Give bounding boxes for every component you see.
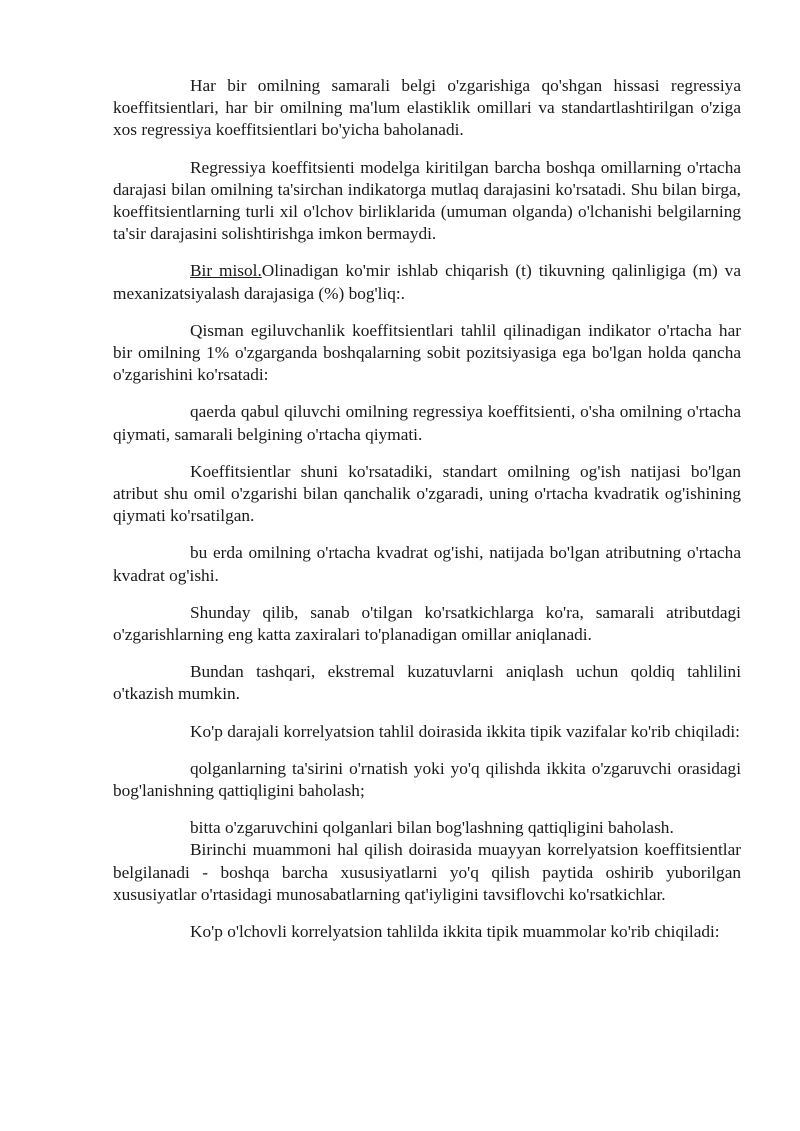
paragraph-11	[113, 758, 741, 802]
paragraph-7	[113, 542, 741, 586]
paragraph-12-text: bitta o'zgaruvchini qolganlari bilan bog'lashning qattiqligini baholash.	[190, 818, 674, 838]
paragraph-1	[113, 75, 741, 142]
paragraph-14	[113, 921, 741, 943]
paragraph-4-text: Qisman egiluvchanlik koeffitsientlari tahlil qilinadigan indikator o'rtacha har bir omilning 1% o'zgarganda boshqalarning sobit pozitsiyasiga ega bo'lgan holda qancha o'zgarishini ko'rsatadi:	[113, 320, 741, 385]
paragraph-9	[113, 661, 741, 705]
paragraph-13	[113, 839, 741, 906]
paragraph-5	[113, 401, 741, 445]
paragraph-7-text: bu erda omilning o'rtacha kvadrat og'ishi, natijada bo'lgan atributning o'rtacha kvadrat og'ishi.	[113, 543, 741, 585]
paragraph-12	[113, 817, 741, 839]
paragraph-8-text: Shunday qilib, sanab o'tilgan ko'rsatkichlarga ko'ra, samarali atributdagi o'zgarishlarning eng katta zaxiralari to'planadigan omillar aniqlanadi.	[113, 602, 741, 645]
example-lead: Bir misol.	[190, 261, 262, 281]
paragraph-1-text: Har bir omilning samarali belgi o'zgarishiga qo'shgan hissasi regressiya koeffitsientlari, har bir omilning ma'lum elastiklik omillari va standartlashtirilgan o'ziga xos regressiya koeffitsientlari bo'yicha baholanadi.	[113, 76, 741, 140]
paragraph-10	[113, 721, 741, 743]
paragraph-9-text: Bundan tashqari, ekstremal kuzatuvlarni aniqlash uchun qoldiq tahlilini o'tkazish mumkin.	[113, 662, 741, 704]
paragraph-6-text: Koeffitsientlar shuni ko'rsatadiki, standart omilning og'ish natijasi bo'lgan atribut shu omil o'zgarishi bilan qanchalik o'zgaradi, uning o'rtacha kvadratik og'ishining qiymati ko'rsatilgan.	[113, 461, 741, 526]
paragraph-11-text: qolganlarning ta'sirini o'rnatish yoki yo'q qilishda ikkita o'zgaruvchi orasidagi bog'lanishning qattiqligini baholash;	[113, 758, 741, 801]
paragraph-13-text: Birinchi muammoni hal qilish doirasida muayyan korrelyatsion koeffitsientlar belgilanadi - boshqa barcha xususiyatlarni yo'q qilish paytida oshirib yuborilgan xususiyatlar o'rtasidagi munosabatlarning qat'iyligini tavsiflovchi ko'rsatkichlar.	[113, 840, 741, 904]
paragraph-14-text: Ko'p o'lchovli korrelyatsion tahlilda ikkita tipik muammolar ko'rib chiqiladi:	[190, 922, 720, 942]
paragraph-2	[113, 157, 741, 246]
paragraph-6	[113, 461, 741, 528]
paragraph-10-text: Ko'p darajali korrelyatsion tahlil doirasida ikkita tipik vazifalar ko'rib chiqiladi:	[190, 721, 740, 741]
paragraph-2-text: Regressiya koeffitsienti modelga kiritilgan barcha boshqa omillarning o'rtacha darajasi bilan omilning ta'sirchan indikatorga mutlaq darajasini ko'rsatadi. Shu bilan birga, koeffitsientlarning turli xil o'lchov birliklarida (umuman olganda) o'lchanishi belgilarning ta'sir darajasini solishtirishga imkon bermaydi.	[113, 157, 741, 244]
paragraph-5-text: qaerda qabul qiluvchi omilning regressiya koeffitsienti, o'sha omilning o'rtacha qiymati, samarali belgining o'rtacha qiymati.	[113, 402, 741, 444]
paragraph-3	[113, 260, 741, 304]
document-page	[113, 75, 741, 958]
paragraph-8	[113, 602, 741, 646]
paragraph-3-text: Olinadigan ko'mir ishlab chiqarish (t) tikuvning qalinligiga (m) va mexanizatsiyalash darajasiga (%) bog'liq:.	[113, 261, 741, 303]
paragraph-4	[113, 320, 741, 387]
